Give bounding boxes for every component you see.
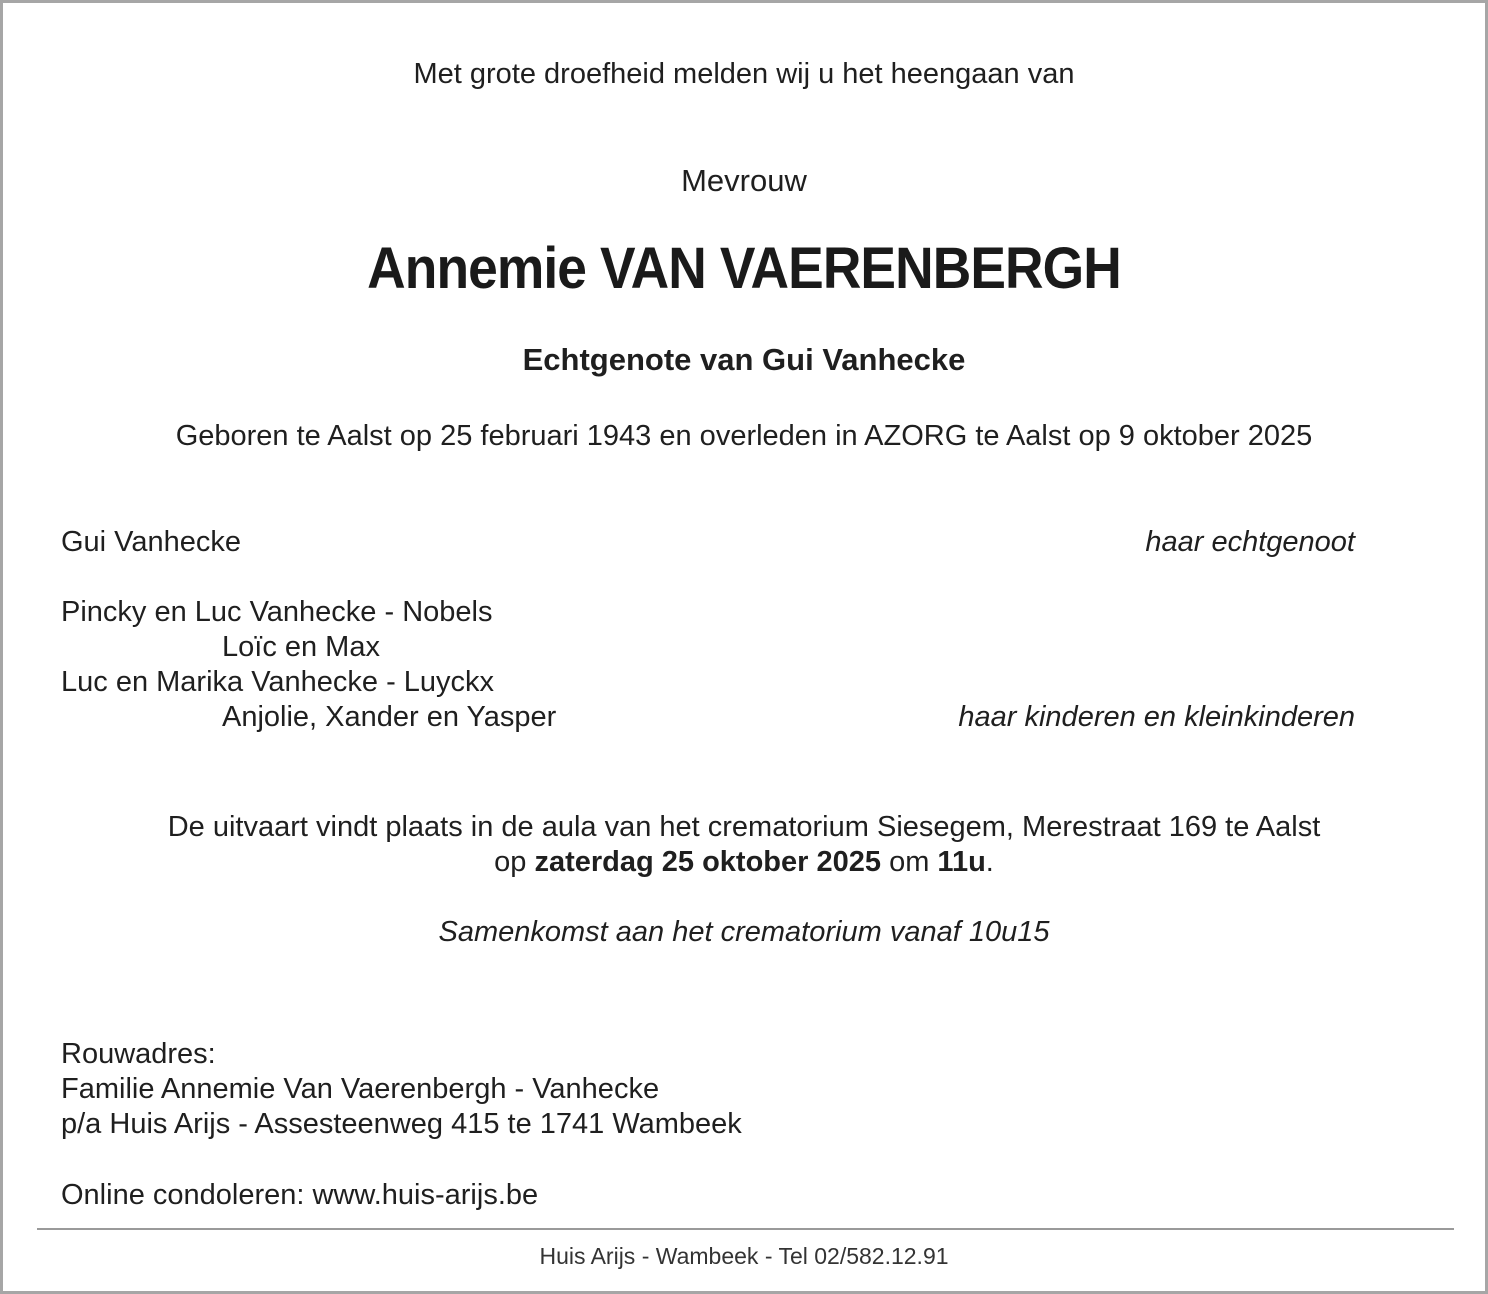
funeral-op: op (494, 846, 527, 878)
funeral-period: . (985, 846, 994, 878)
child-family-2: Luc en Marika Vanhecke - Luyckx (61, 666, 495, 698)
deceased-name: Annemie VAN VAERENBERGH (367, 236, 1121, 301)
funeral-location: De uitvaart vindt plaats in de aula van het crematorium Siesegem, Merestraat 169 te Aalst (167, 811, 1321, 843)
address-street: p/a Huis Arijs - Assesteenweg 415 te 1741 Wambeek (61, 1108, 742, 1140)
funeral-om: om (889, 846, 930, 878)
footer-text: Huis Arijs - Wambeek - Tel 02/582.12.91 (539, 1243, 949, 1269)
address-label: Rouwadres: (61, 1038, 216, 1070)
spouse-name: Gui Vanhecke (61, 526, 242, 558)
grandchildren-1: Loïc en Max (222, 631, 380, 663)
gathering-text: Samenkomst aan het crematorium vanaf 10u15 (438, 916, 1050, 948)
children-relation: haar kinderen en kleinkinderen (958, 701, 1355, 733)
life-dates: Geboren te Aalst op 25 februari 1943 en overleden in AZORG te Aalst op 9 oktober 2025 (175, 420, 1313, 452)
title-text: Mevrouw (681, 163, 807, 198)
funeral-datetime (3, 845, 1485, 879)
address-family: Familie Annemie Van Vaerenbergh - Vanhecke (61, 1073, 660, 1105)
child-family-1: Pincky en Luc Vanhecke - Nobels (61, 596, 493, 628)
intro-text: Met grote droefheid melden wij u het heengaan van (413, 58, 1075, 90)
funeral-time: 11u (937, 846, 986, 878)
funeral-date: zaterdag 25 oktober 2025 (534, 846, 881, 878)
footer-divider (37, 1228, 1454, 1230)
spouse-relation: haar echtgenoot (1145, 526, 1355, 558)
condolences-text: Online condoleren: www.huis-arijs.be (61, 1179, 539, 1211)
grandchildren-2: Anjolie, Xander en Yasper (222, 701, 557, 733)
spouse-line: Echtgenote van Gui Vanhecke (522, 342, 966, 377)
